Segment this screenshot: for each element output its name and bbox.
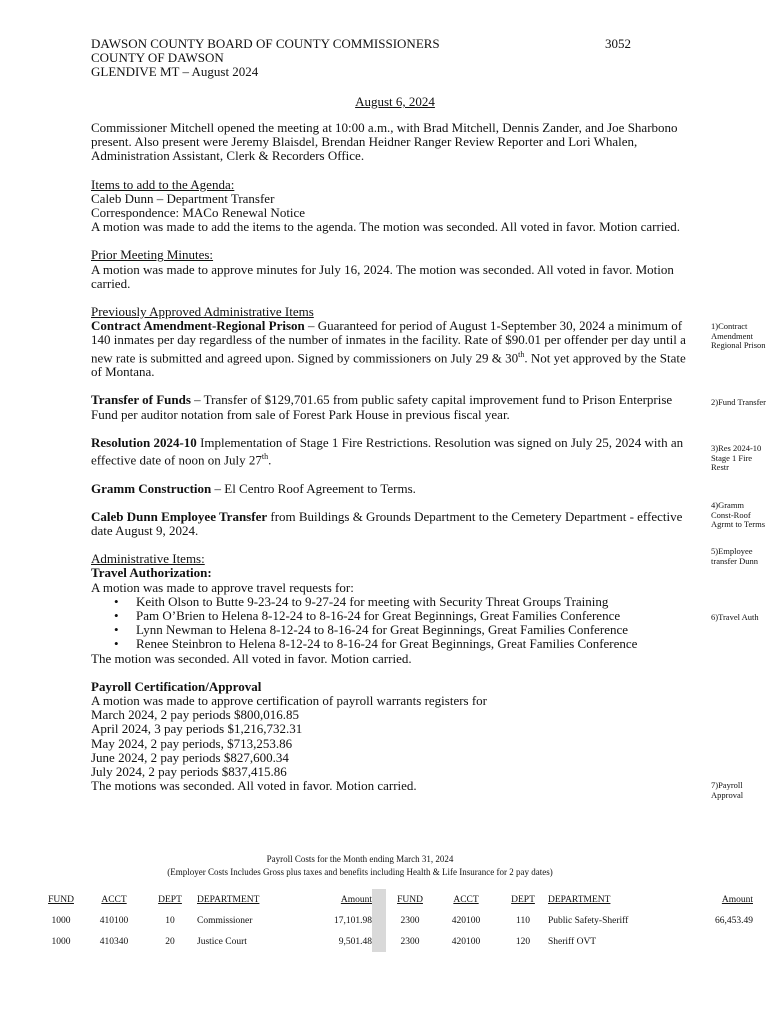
table-divider	[372, 931, 386, 952]
table-cell: 17,101.98	[334, 915, 372, 926]
table-cell: Commissioner	[197, 915, 253, 926]
document-number: 3052	[605, 36, 631, 51]
table-divider	[372, 910, 386, 931]
header-line-county: COUNTY OF DAWSON	[91, 50, 224, 65]
transfer-of-funds-item: Transfer of Funds – Transfer of $129,701.65 from public safety capital improvement fund to Prison Enterprise Fund per auditor notation from sale of Forest Park House in previous fiscal year.	[91, 392, 673, 422]
table-divider	[372, 889, 386, 910]
table-row	[37, 910, 753, 931]
column-header: ACCT	[453, 894, 479, 905]
table-header-row	[37, 889, 753, 910]
column-header: FUND	[397, 894, 423, 905]
column-header: DEPARTMENT	[197, 894, 260, 905]
margin-note: 7)Payroll Approval	[711, 780, 744, 800]
margin-note: 5)Employee transfer Dunn	[711, 546, 758, 566]
header-line-location: GLENDIVE MT – August 2024	[91, 64, 259, 79]
list-item: • Lynn Newman to Helena 8-12-24 to 8-16-24 for Great Beginnings, Great Families Conference	[136, 623, 696, 637]
resolution-item: Resolution 2024-10 Implementation of Stage 1 Fire Restrictions. Resolution was signed on July 25, 2024 with an effective date of noon on July 27th.	[91, 434, 684, 468]
contract-amendment-item: Contract Amendment-Regional Prison – Guaranteed for period of August 1-September 30, 2024 a minimum of 140 inmates per day regardless of the number of inmates in the facility. Rate of $90.01 per offender per day until a new rate is submitted and agreed upon. Signed by commissioners on July 29 & 30th. Not yet approved by the State of Montana.	[91, 318, 686, 380]
agenda-motion: A motion was made to add the items to the agenda. The motion was seconded. All voted in favor. Motion carried.	[91, 219, 680, 235]
margin-note: 1)Contract Amendment Regional Prison	[711, 321, 766, 350]
payroll-result: The motions was seconded. All voted in favor. Motion carried.	[91, 778, 417, 794]
table-cell: Justice Court	[197, 936, 247, 947]
table-cell: 2300	[400, 915, 420, 926]
prior-minutes-heading: Prior Meeting Minutes:	[91, 247, 214, 263]
table-cell: 410100	[99, 915, 129, 926]
column-header: DEPT	[158, 894, 182, 905]
table-cell: Sheriff OVT	[548, 936, 597, 947]
travel-authorization-title: Travel Authorization:	[91, 565, 212, 581]
table-cell: 410340	[99, 936, 129, 947]
travel-intro: A motion was made to approve travel requests for:	[91, 579, 354, 595]
table-cell: 10	[165, 915, 175, 926]
column-header: FUND	[48, 894, 74, 905]
meeting-date: August 6, 2024	[355, 94, 435, 109]
payroll-intro: A motion was made to approve certification of payroll warrants registers for	[91, 692, 488, 708]
employee-transfer-item: Caleb Dunn Employee Transfer from Buildings & Grounds Department to the Cemetery Department - effective date August 9, 2024.	[91, 508, 683, 538]
table-cell	[668, 931, 753, 952]
document-header	[91, 37, 651, 79]
payroll-cost-table	[37, 889, 753, 952]
list-item: • Renee Steinbron to Helena 8-12-24 to 8-16-24 for Great Beginnings, Great Families Conference	[136, 637, 696, 651]
table-cell: 120	[515, 936, 531, 947]
table-cell: 1000	[51, 936, 71, 947]
column-header: DEPARTMENT	[548, 894, 611, 905]
agenda-item: Caleb Dunn – Department Transfer	[91, 190, 275, 206]
agenda-heading: Items to add to the Agenda:	[91, 176, 235, 192]
payroll-line: May 2024, 2 pay periods, $713,253.86	[91, 735, 293, 751]
table-cell: 1000	[51, 915, 71, 926]
payroll-line: March 2024, 2 pay periods $800,016.85	[91, 707, 299, 723]
table-cell: 9,501.48	[338, 936, 372, 947]
administrative-heading: Administrative Items:	[91, 551, 205, 567]
payroll-table-caption: Payroll Costs for the Month ending March 31, 2024	[266, 854, 454, 864]
table-cell: 420100	[451, 915, 481, 926]
agenda-item: Correspondence: MACo Renewal Notice	[91, 205, 306, 221]
margin-note: 4)Gramm Const-Roof Agrmt to Terms	[711, 500, 766, 529]
list-item: • Pam O’Brien to Helena 8-12-24 to 8-16-24 for Great Beginnings, Great Families Conference	[136, 609, 696, 623]
previously-approved-heading: Previously Approved Administrative Items	[91, 304, 314, 320]
payroll-table-subcaption: (Employer Costs Includes Gross plus taxes and benefits including Health & Life Insurance for 2 pay dates)	[167, 867, 553, 877]
column-header: ACCT	[101, 894, 127, 905]
table-cell: 66,453.49	[715, 915, 753, 926]
minutes-body	[91, 121, 696, 793]
margin-note: 3)Res 2024-10 Stage 1 Fire Restr	[711, 443, 762, 472]
payroll-line: June 2024, 2 pay periods $827,600.34	[91, 749, 289, 765]
payroll-line: April 2024, 3 pay periods $1,216,732.31	[91, 721, 303, 737]
table-row	[37, 931, 753, 952]
intro-paragraph: Commissioner Mitchell opened the meeting at 10:00 a.m., with Brad Mitchell, Dennis Zander, and Joe Sharbono present. Also present were Jeremy Blaisdel, Brendan Heidner Ranger Review Reporter and Lori Whalen, Administration Assistant, Clerk & Recorders Office.	[91, 120, 678, 164]
gramm-construction-item: Gramm Construction – El Centro Roof Agreement to Terms.	[91, 480, 416, 496]
table-cell: 2300	[400, 936, 420, 947]
header-line-board: DAWSON COUNTY BOARD OF COUNTY COMMISSIONERS	[91, 36, 440, 51]
column-header: DEPT	[511, 894, 535, 905]
column-header: Amount	[721, 894, 753, 905]
table-cell: 20	[165, 936, 175, 947]
table-cell: Public Safety-Sheriff	[548, 915, 629, 926]
table-cell: 420100	[451, 936, 481, 947]
column-header: Amount	[340, 894, 372, 905]
margin-note: 6)Travel Auth	[711, 612, 759, 622]
table-cell: 110	[516, 915, 530, 926]
payroll-line: July 2024, 2 pay periods $837,415.86	[91, 763, 287, 779]
prior-minutes-motion: A motion was made to approve minutes for July 16, 2024. The motion was seconded. All voted in favor. Motion carried.	[91, 261, 674, 291]
margin-note: 2)Fund Transfer	[711, 397, 767, 407]
travel-list	[91, 595, 696, 652]
travel-result: The motion was seconded. All voted in favor. Motion carried.	[91, 650, 412, 666]
payroll-title: Payroll Certification/Approval	[91, 678, 262, 694]
list-item: • Keith Olson to Butte 9-23-24 to 9-27-24 for meeting with Security Threat Groups Training	[136, 595, 696, 609]
